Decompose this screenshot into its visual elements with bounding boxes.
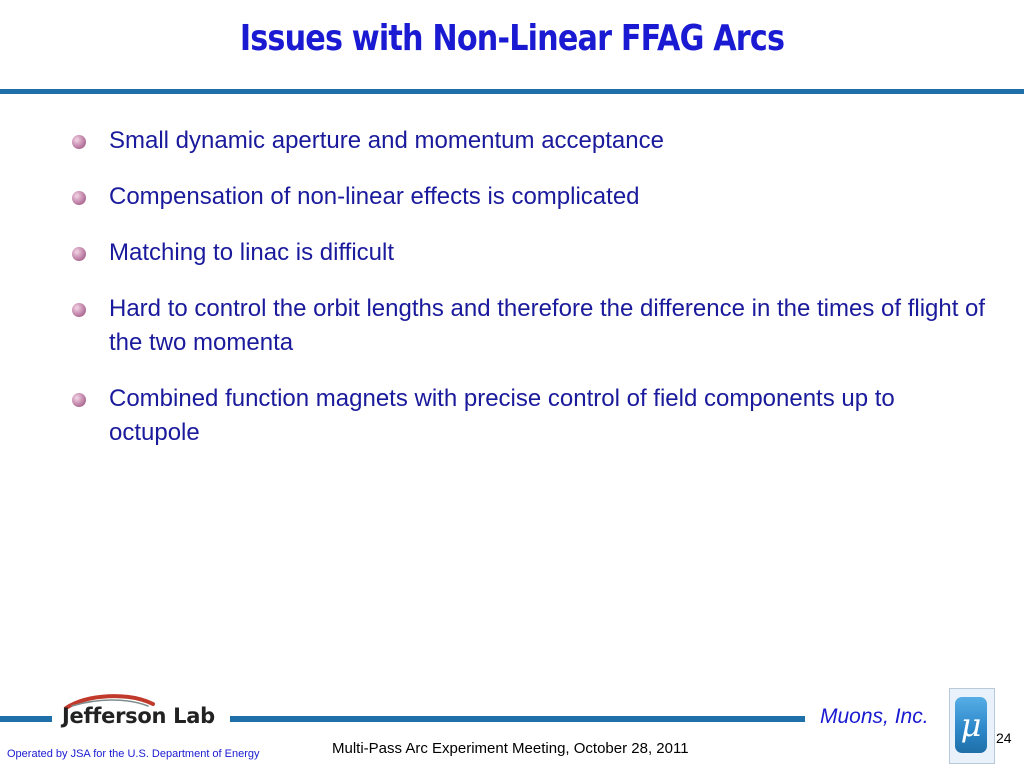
bullet-item xyxy=(70,236,990,270)
jefferson-lab-logo xyxy=(58,694,228,738)
bullet-list xyxy=(70,124,990,472)
bullet-dot-icon xyxy=(72,191,86,205)
bullet-text: Matching to linac is difficult xyxy=(109,239,395,266)
footer-rule-middle xyxy=(230,716,805,722)
mu-icon: μ xyxy=(955,697,987,753)
operated-by-text: Operated by JSA for the U.S. Department of Energy xyxy=(7,748,260,760)
bullet-text: Compensation of non-linear effects is complicated xyxy=(109,183,640,210)
jefferson-lab-wordmark: Jefferson Lab xyxy=(62,704,215,728)
muons-logo xyxy=(949,688,995,764)
footer-rule-left xyxy=(0,716,52,722)
bullet-text: Combined function magnets with precise control of field components up to octupole xyxy=(109,385,895,446)
title-divider xyxy=(0,89,1024,94)
bullet-item xyxy=(70,382,990,450)
bullet-text: Small dynamic aperture and momentum acceptance xyxy=(109,127,664,154)
bullet-dot-icon xyxy=(72,247,86,261)
muons-inc-label: Muons, Inc. xyxy=(820,705,929,728)
page-number: 24 xyxy=(996,730,1012,746)
meeting-info: Multi-Pass Arc Experiment Meeting, October 28, 2011 xyxy=(332,740,689,757)
bullet-dot-icon xyxy=(72,303,86,317)
bullet-item xyxy=(70,292,990,360)
bullet-dot-icon xyxy=(72,135,86,149)
slide-title: Issues with Non-Linear FFAG Arcs xyxy=(239,18,785,59)
bullet-text: Hard to control the orbit lengths and therefore the difference in the times of flight of the two momenta xyxy=(109,295,986,356)
bullet-item xyxy=(70,180,990,214)
bullet-item xyxy=(70,124,990,158)
bullet-dot-icon xyxy=(72,393,86,407)
